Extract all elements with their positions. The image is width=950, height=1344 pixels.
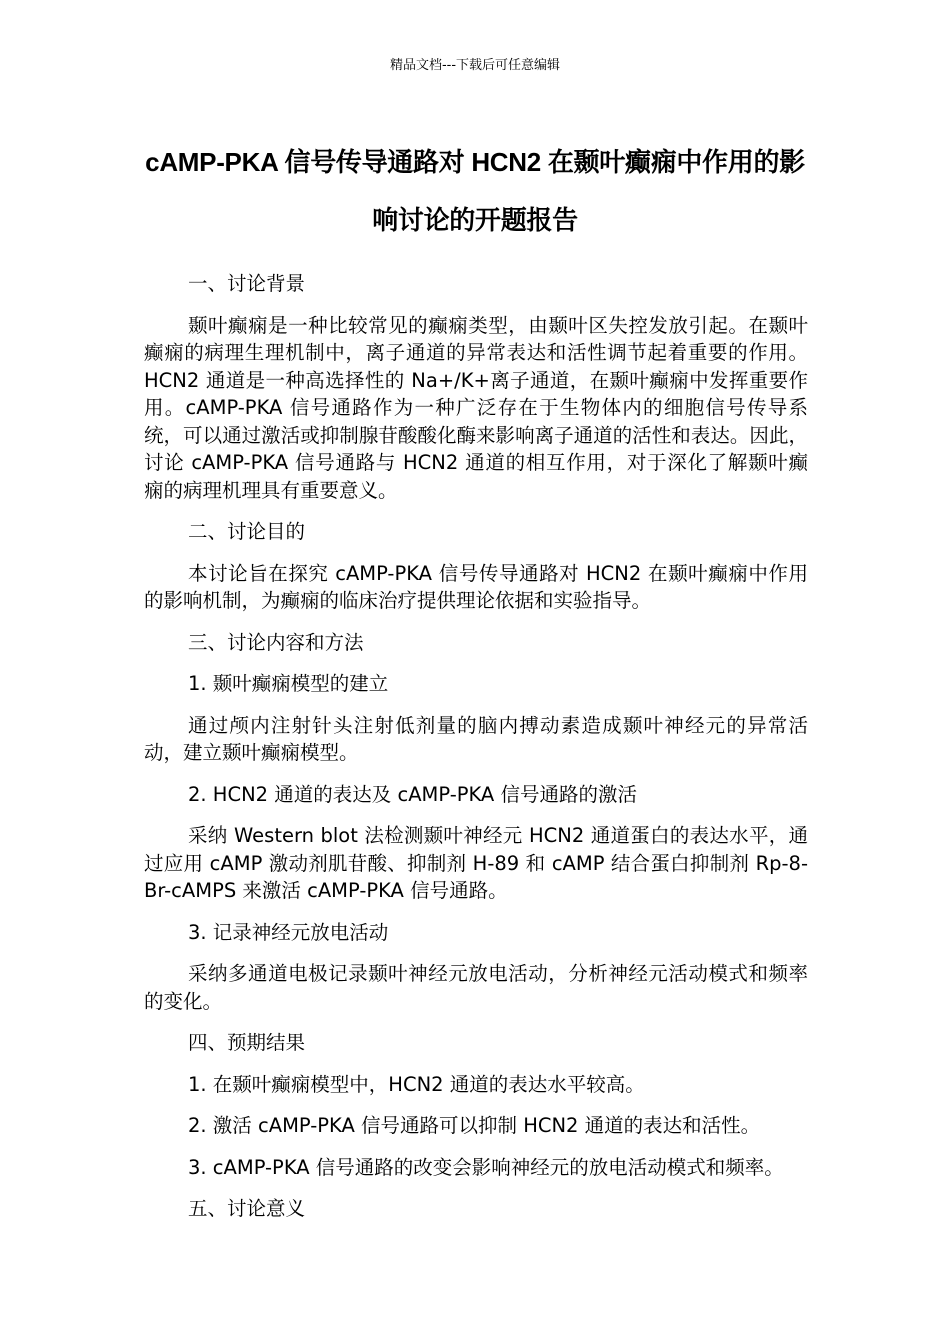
section-heading-background: 一、讨论背景 — [188, 272, 306, 295]
section-heading-expected-results: 四、预期结果 — [188, 1031, 306, 1054]
background-paragraph: 颞叶癫痫是一种比较常见的癫痫类型，由颞叶区失控发放引起。在颞叶癫痫的病理生理机制中，离子通道的异常表达和活性调节起着重要的作用。HCN2 通道是一种高选择性的 Na+/K+离子通道，在颞叶癫痫中发挥重要作用。cAMP-PKA 信号通路作为一种广泛存在于生物体内的细胞信号传导系统，可以通过激活或抑制腺苷酸酸化酶来影响离子通道的活性和表达。因此，讨论 cAMP-PKA 信号通路与 HCN2 通道的相互作用，对于深化了解颞叶癫痫的病理机理具有重要意义。 — [144, 313, 808, 502]
expected-result-3: 3. cAMP-PKA 信号通路的改变会影响神经元的放电活动模式和频率。 — [188, 1155, 784, 1179]
section-heading-content-methods: 三、讨论内容和方法 — [188, 630, 364, 654]
purpose-paragraph: 本讨论旨在探究 cAMP-PKA 信号传导通路对 HCN2 在颞叶癫痫中作用的影响机制，为癫痫的临床治疗提供理论依据和实验指导。 — [144, 561, 808, 612]
method-item-2-paragraph: 采纳 Western blot 法检测颞叶神经元 HCN2 通道蛋白的表达水平，通过应用 cAMP 激动剂肌苷酸、抑制剂 H-89 和 cAMP 结合蛋白抑制剂 Rp-8-Br-cAMPS 来激活 cAMP-PKA 信号通路。 — [144, 824, 808, 902]
expected-result-1: 1. 在颞叶癫痫模型中，HCN2 通道的表达水平较高。 — [188, 1072, 645, 1096]
method-item-1-paragraph: 通过颅内注射针头注射低剂量的脑内搏动素造成颞叶神经元的异常活动，建立颞叶癫痫模型。 — [144, 713, 808, 764]
method-item-2-heading: 2. HCN2 通道的表达及 cAMP-PKA 信号通路的激活 — [188, 782, 637, 806]
section-heading-purpose: 二、讨论目的 — [188, 520, 306, 543]
method-item-3-heading: 3. 记录神经元放电活动 — [188, 920, 389, 944]
page-header-watermark: 精品文档---下载后可任意编辑 — [389, 58, 561, 73]
section-heading-significance: 五、讨论意义 — [188, 1197, 306, 1220]
method-item-1-heading: 1. 颞叶癫痫模型的建立 — [188, 672, 389, 695]
method-item-3-paragraph: 采纳多通道电极记录颞叶神经元放电活动，分析神经元活动模式和频率的变化。 — [144, 962, 808, 1013]
expected-result-2: 2. 激活 cAMP-PKA 信号通路可以抑制 HCN2 通道的表达和活性。 — [188, 1114, 761, 1137]
document-body — [144, 270, 808, 1237]
document-title: cAMP-PKA 信号传导通路对 HCN2 在颞叶癫痫中作用的影响讨论的开题报告 — [145, 147, 805, 235]
